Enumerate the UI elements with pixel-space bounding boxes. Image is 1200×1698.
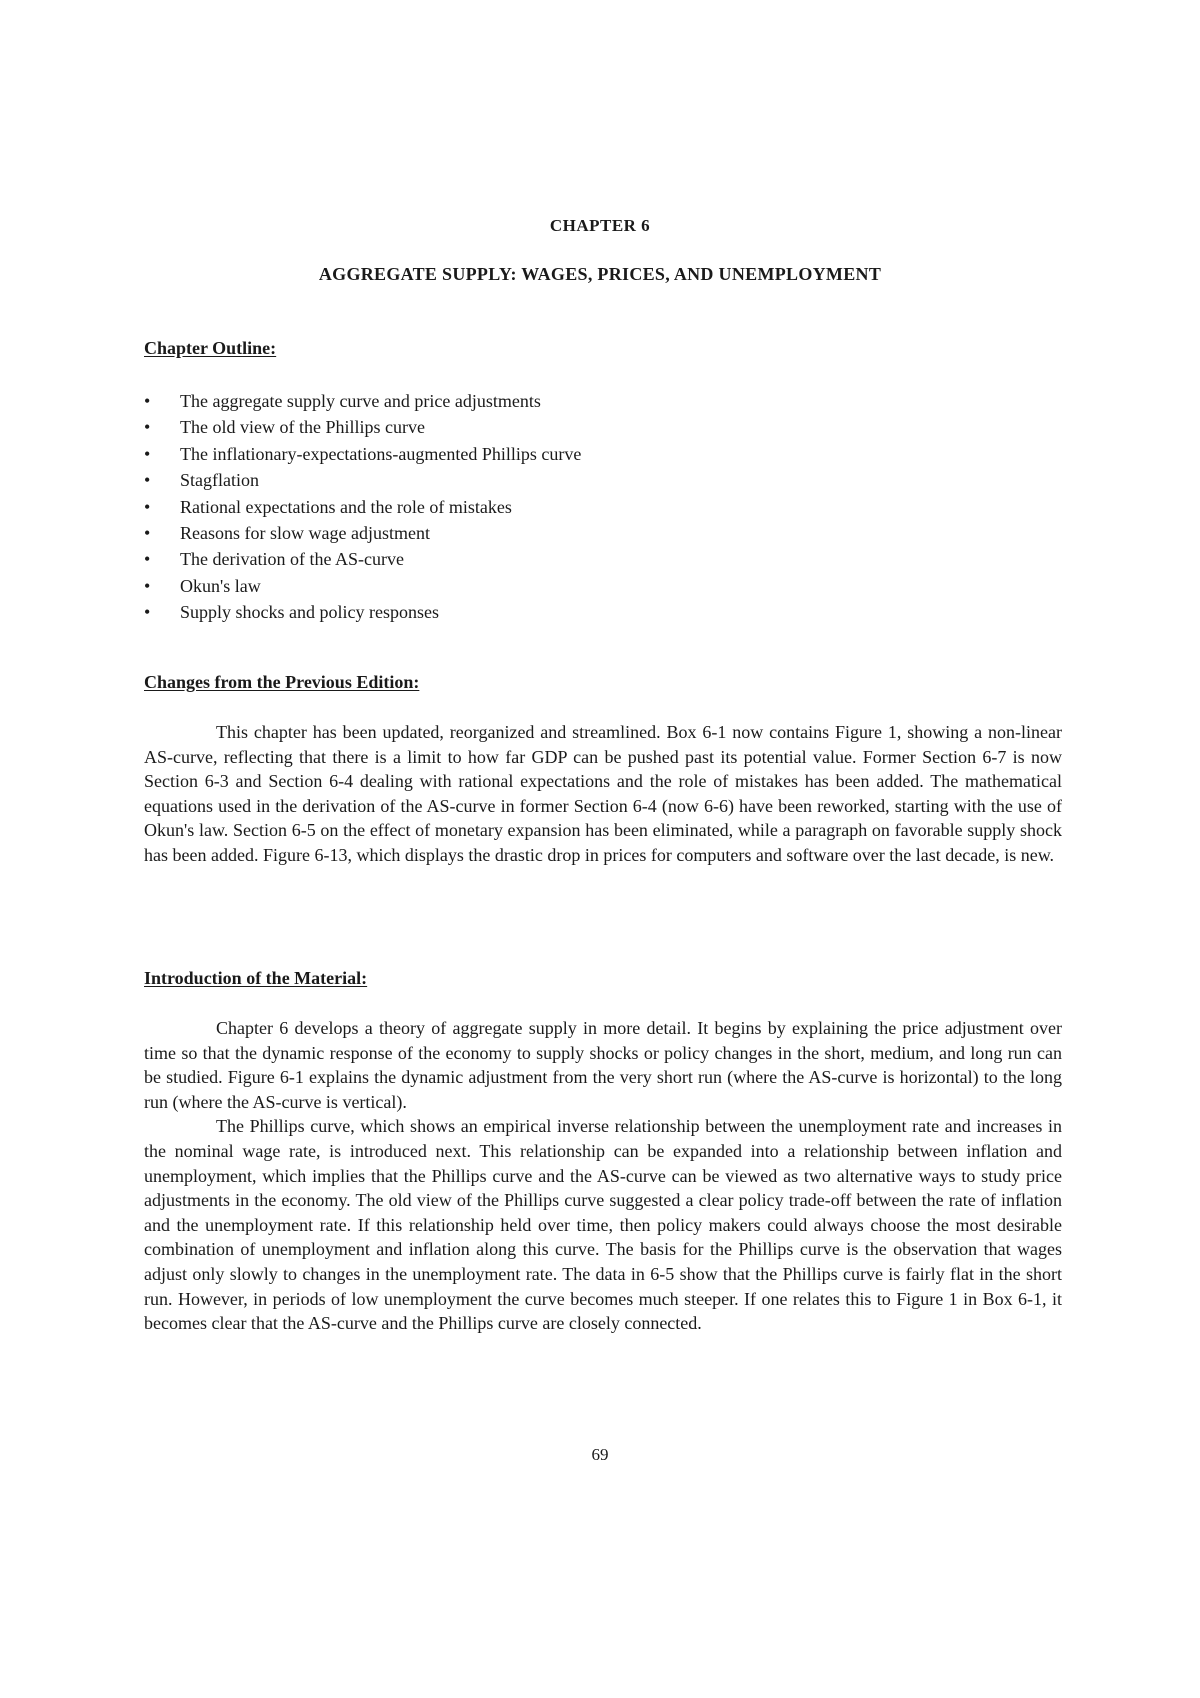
bullet-icon: • bbox=[144, 523, 151, 544]
outline-item bbox=[144, 388, 581, 414]
outline-item-text: Rational expectations and the role of mistakes bbox=[180, 496, 512, 517]
chapter-outline-heading: Chapter Outline: bbox=[144, 338, 277, 358]
outline-item-text: The derivation of the AS-curve bbox=[180, 549, 404, 570]
outline-item bbox=[144, 494, 581, 520]
changes-body bbox=[144, 720, 1062, 868]
bullet-icon: • bbox=[144, 470, 151, 491]
outline-item bbox=[144, 546, 581, 572]
outline-item-text: Stagflation bbox=[180, 470, 259, 491]
bullet-icon: • bbox=[144, 549, 151, 570]
outline-item bbox=[144, 467, 581, 493]
bullet-icon: • bbox=[144, 496, 151, 517]
body-paragraph: The Phillips curve, which shows an empirical inverse relationship between the unemployment rate and increases in the nominal wage rate, is introduced next. This relationship can be expanded into a relationship between inflation and unemployment, which implies that the Phillips curve and the AS-curve can be viewed as two alternative ways to study price adjustments in the economy. The old view of the Phillips curve suggested a clear policy trade-off between the rate of inflation and the unemployment rate. If this relationship held over time, then policy makers could always choose the most desirable combination of unemployment and inflation along this curve. The basis for the Phillips curve is the observation that wages adjust only slowly to changes in the unemployment rate. The data in 6-5 show that the Phillips curve is fairly flat in the short run. However, in periods of low unemployment the curve becomes much steeper. If one relates this to Figure 1 in Box 6-1, it becomes clear that the AS-curve and the Phillips curve are closely connected. bbox=[144, 1116, 1062, 1334]
page-number: 69 bbox=[591, 1445, 609, 1464]
bullet-icon: • bbox=[144, 417, 151, 438]
outline-item-text: The old view of the Phillips curve bbox=[180, 417, 425, 438]
chapter-outline-list bbox=[144, 388, 581, 626]
introduction-body bbox=[144, 1016, 1062, 1336]
outline-item bbox=[144, 414, 581, 440]
outline-item-text: Reasons for slow wage adjustment bbox=[180, 523, 430, 544]
body-paragraph: This chapter has been updated, reorganized and streamlined. Box 6-1 now contains Figure 1, showing a non-linear AS-curve, reflecting that there is a limit to how far GDP can be pushed past its potential value. Former Section 6-7 is now Section 6-3 and Section 6-4 dealing with rational expectations and the role of mistakes has been added. The mathematical equations used in the derivation of the AS-curve in former Section 6-4 (now 6-6) have been reworked, starting with the use of Okun's law. Section 6-5 on the effect of monetary expansion has been eliminated, while a paragraph on favorable supply shock has been added. Figure 6-13, which displays the drastic drop in prices for computers and software over the last decade, is new. bbox=[144, 722, 1062, 865]
outline-item bbox=[144, 520, 581, 546]
changes-heading: Changes from the Previous Edition: bbox=[144, 672, 420, 692]
chapter-title: AGGREGATE SUPPLY: WAGES, PRICES, AND UNEMPLOYMENT bbox=[318, 264, 882, 284]
outline-item-text: Okun's law bbox=[180, 575, 261, 596]
bullet-icon: • bbox=[144, 602, 151, 623]
bullet-icon: • bbox=[144, 443, 151, 464]
bullet-icon: • bbox=[144, 575, 151, 596]
chapter-number: CHAPTER 6 bbox=[549, 216, 651, 235]
outline-item-text: The inflationary-expectations-augmented Phillips curve bbox=[180, 443, 582, 464]
bullet-icon: • bbox=[144, 391, 151, 411]
outline-item bbox=[144, 599, 581, 625]
outline-item bbox=[144, 441, 581, 467]
outline-item bbox=[144, 573, 581, 599]
outline-item-text: Supply shocks and policy responses bbox=[180, 602, 439, 623]
body-paragraph: Chapter 6 develops a theory of aggregate supply in more detail. It begins by explaining the price adjustment over time so that the dynamic response of the economy to supply shocks or policy changes in the short, medium, and long run can be studied. Figure 6-1 explains the dynamic adjustment from the very short run (where the AS-curve is horizontal) to the long run (where the AS-curve is vertical). bbox=[144, 1018, 1062, 1112]
introduction-heading: Introduction of the Material: bbox=[144, 968, 368, 988]
outline-item-text: The aggregate supply curve and price adjustments bbox=[180, 391, 541, 411]
